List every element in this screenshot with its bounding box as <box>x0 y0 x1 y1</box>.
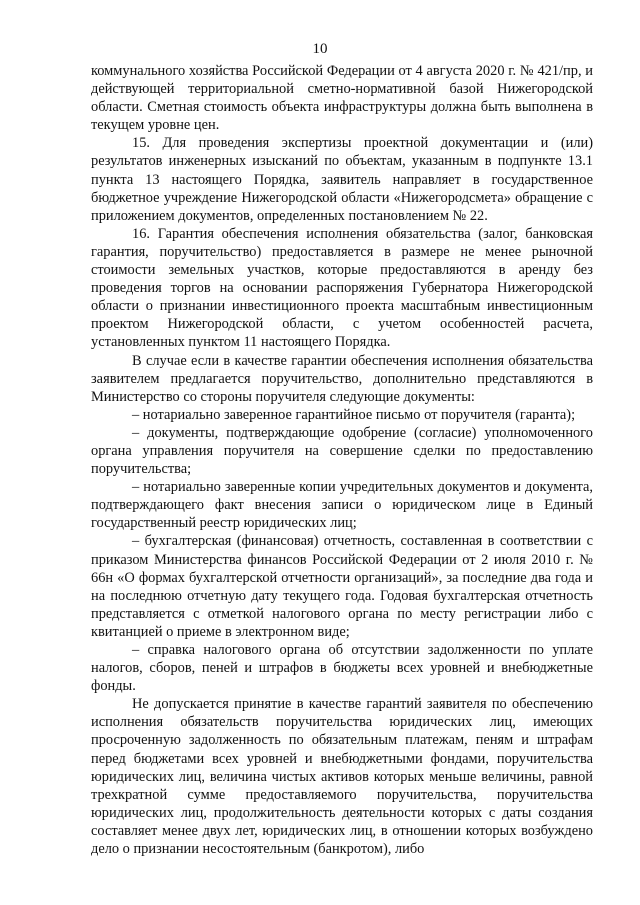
paragraph-item-16: 16. Гарантия обеспечения исполнения обязательства (залог, банковская гарантия, поручительство) предоставляется в размере не менее рыночной стоимости земельных участков, которые предоставляются в аренду без проведения торгов на основании распоряжения Губернатора Нижегородской области о признании инвестиционного проекта масштабным инвестиционным проектом Нижегородской области, с учетом особенностей расчета, установленных пунктом 11 настоящего Порядка. <box>91 225 593 351</box>
paragraph-restrictions: Не допускается принятие в качестве гарантий заявителя по обеспечению исполнения обязательств поручительства юридических лиц, имеющих просроченную задолженность по обязательным платежам, пеням и штрафам перед бюджетами всех уровней и внебюджетными фондами, поручительства юридических лиц, величина чистых активов которых меньше величины, равной трехкратной сумме предоставляемого поручительства, поручительства юридических лиц, продолжительность деятельности которых с даты создания составляет менее двух лет, юридических лиц, в отношении которых возбуждено дело о признании несостоятельным (банкротом), либо <box>91 696 593 858</box>
paragraph-surety-documents: В случае если в качестве гарантии обеспечения исполнения обязательства заявителем предлагается поручительство, дополнительно представляются в Министерство со стороны поручителя следующие документы: <box>91 352 593 405</box>
paragraph-continuation: коммунального хозяйства Российской Федерации от 4 августа 2020 г. № 421/пр, и действующей территориальной сметно-нормативной базой Нижегородской области. Сметная стоимость объекта инфраструктуры должна быть выполнена в текущем уровне цен. <box>91 63 593 134</box>
document-body <box>91 62 593 858</box>
list-item-guarantee-letter: – нотариально заверенное гарантийное письмо от поручителя (гаранта); <box>132 406 576 423</box>
paragraph-item-15: 15. Для проведения экспертизы проектной документации и (или) результатов инженерных изысканий по объектам, указанным в подпункте 13.1 пункта 13 настоящего Порядка, заявитель направляет в государственное бюджетное учреждение Нижегородской области «Нижегородсмета» обращение с приложением документов, определенных постановлением № 22. <box>91 135 593 224</box>
list-item-approval-documents: – документы, подтверждающие одобрение (согласие) уполномоченного органа управления поручителя на совершение сделки по предоставлению поручительства; <box>91 424 593 478</box>
list-item-financial-statements: – бухгалтерская (финансовая) отчетность, составленная в соответствии с приказом Министерства финансов Российской Федерации от 2 июля 2010 г. № 66н «О формах бухгалтерской отчетности организаций», за последние два года и на последнюю отчетную дату текущего года. Годовая бухгалтерская отчетность представляется с отметкой налогового органа по месту регистрации либо с квитанцией о приеме в электронном виде; <box>91 533 593 640</box>
page-number: 10 <box>312 41 328 57</box>
list-item-tax-certificate: – справка налогового органа об отсутствии задолженности по уплате налогов, сборов, пеней и штрафов в бюджеты всех уровней и внебюджетные фонды. <box>91 642 593 695</box>
list-item-constituent-documents: – нотариально заверенные копии учредительных документов и документа, подтверждающего факт внесения записи о юридическом лице в Единый государственный реестр юридических лиц; <box>91 479 593 532</box>
